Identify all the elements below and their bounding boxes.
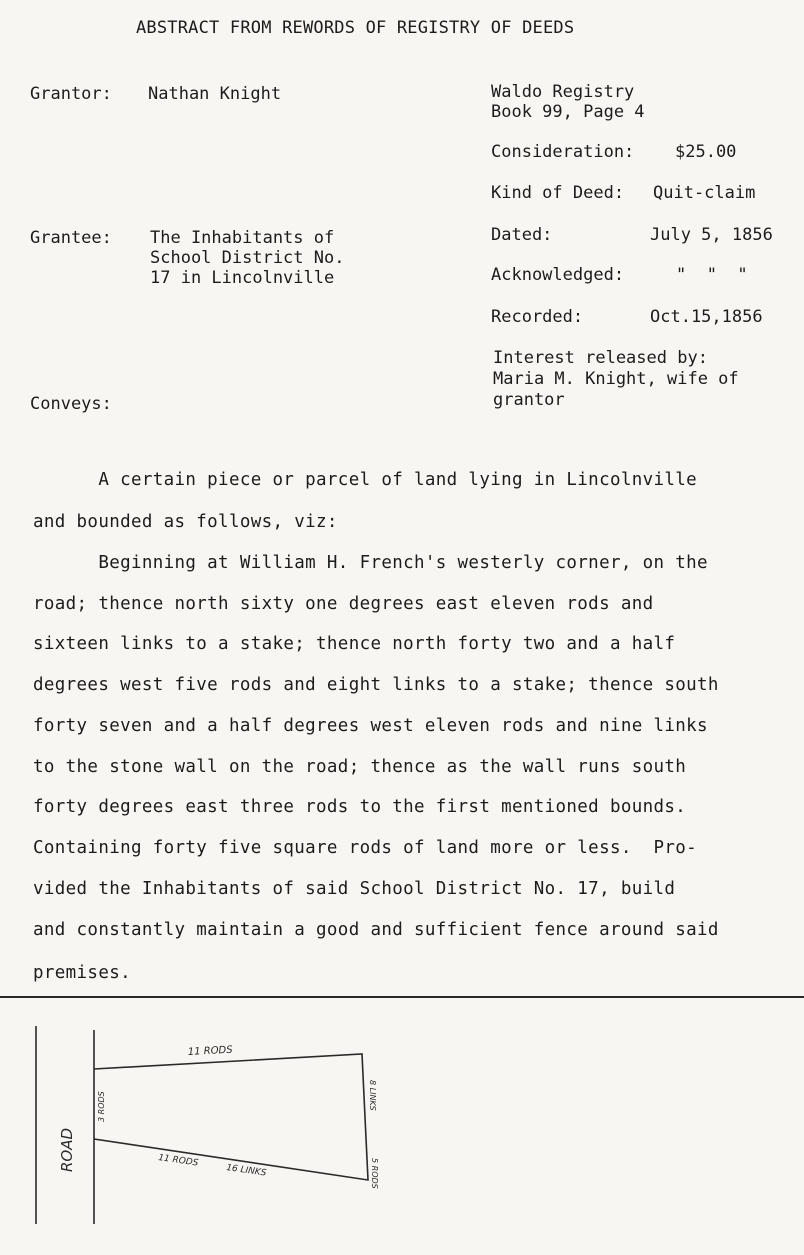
body-line-4: road; thence north sixty one degrees east eleven rods and [33,594,654,614]
bottom-side-label: 11 RODS [157,1153,199,1169]
plat-sketch [0,1000,804,1255]
grantee-line-3: 17 in Lincolnville [150,268,335,288]
body-line-8: to the stone wall on the road; thence as the wall runs south [33,757,687,777]
document-title: ABSTRACT FROM REWORDS OF REGISTRY OF DEEDS [136,18,575,38]
grantee-line-1: The Inhabitants of [150,228,335,248]
dated-value: July 5, 1856 [650,225,773,245]
kind-of-deed-value: Quit-claim [653,183,756,203]
grantee-label: Grantee: [30,228,112,248]
right-side-label: 8 LINKS [368,1080,377,1111]
body-line-6: degrees west five rods and eight links to a stake; thence south [33,675,719,695]
grantor-label: Grantor: [30,84,112,104]
body-line-12: and constantly maintain a good and sufficient fence around said [33,920,719,940]
bottom-links-label: 16 LINKS [225,1163,267,1179]
consideration-label: Consideration: [491,142,635,162]
top-side-label: 11 RODS [187,1044,233,1058]
registry-line-1: Waldo Registry [491,82,635,102]
registry-line-2: Book 99, Page 4 [491,102,645,122]
body-line-13: premises. [33,963,131,983]
grantor-value: Nathan Knight [148,84,282,104]
road-label: ROAD [58,1127,76,1172]
acknowledged-value: " " " [676,265,748,285]
divider-line [0,996,804,998]
body-line-2: and bounded as follows, viz: [33,512,338,532]
lot-boundary [94,1054,368,1180]
acknowledged-label: Acknowledged: [491,265,625,285]
body-line-3: Beginning at William H. French's westerly corner, on the [33,553,708,573]
body-line-7: forty seven and a half degrees west eleven rods and nine links [33,716,708,736]
dated-label: Dated: [491,225,553,245]
kind-of-deed-label: Kind of Deed: [491,183,625,203]
grantee-line-2: School District No. [150,248,345,268]
body-line-10: Containing forty five square rods of land more or less. Pro- [33,838,698,858]
right-lower-label: 5 RODS [370,1158,379,1189]
conveys-label: Conveys: [30,394,112,414]
interest-line-3: grantor [493,390,565,410]
interest-line-2: Maria M. Knight, wife of [493,369,739,389]
body-line-1: A certain piece or parcel of land lying in Lincolnville [33,470,698,490]
recorded-value: Oct.15,1856 [650,307,763,327]
recorded-label: Recorded: [491,307,584,327]
left-side-label: 3 RODS [97,1091,106,1122]
body-line-9: forty degrees east three rods to the first mentioned bounds. [33,797,687,817]
consideration-value: $25.00 [675,142,737,162]
body-line-5: sixteen links to a stake; thence north forty two and a half [33,634,676,654]
body-line-11: vided the Inhabitants of said School District No. 17, build [33,879,676,899]
interest-line-1: Interest released by: [493,348,708,368]
